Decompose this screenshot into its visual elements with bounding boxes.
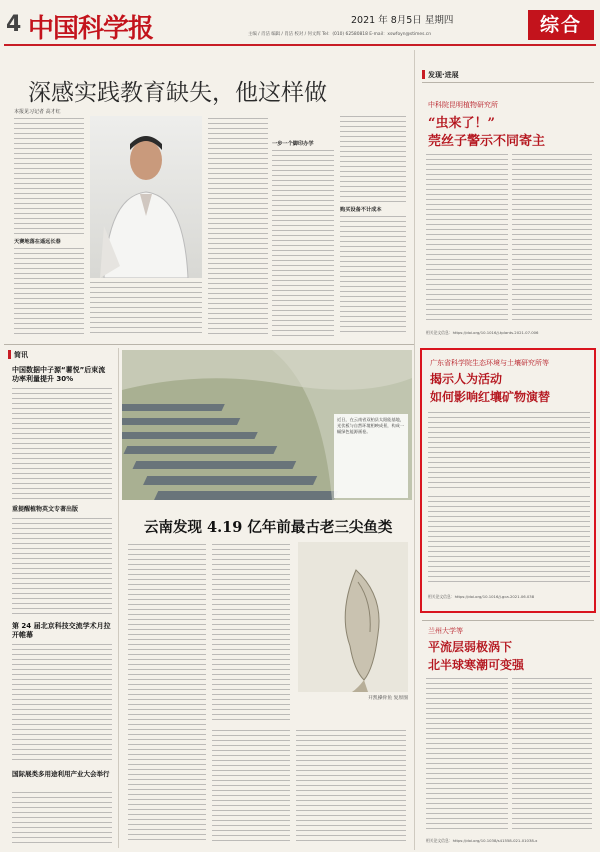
briefs-marker xyxy=(8,350,11,359)
lead-subhead-3: 购买设备不计成本 xyxy=(340,207,382,213)
right-top-credit: 相关论文信息：https://doi.org/10.1016/j.tplants.2021.07.006 xyxy=(426,330,539,335)
rule-briefs xyxy=(118,348,119,848)
right-top-headline-1: “虫来了！” xyxy=(428,116,495,131)
boxed-credit: 相关论文信息：https://doi.org/10.1016/j.gca.2021.06.038 xyxy=(428,594,535,599)
right-top-headline-2: 莞丝子警示不同寄主 xyxy=(428,134,546,149)
right-bottom-text-1 xyxy=(426,678,508,832)
brief-title-3: 第 24 届北京科技交流学术月拉开帷幕 xyxy=(12,622,111,639)
lead-subhead-1: 天赛地落在遥远长春 xyxy=(14,239,61,245)
section-label: 综合 xyxy=(528,10,594,40)
briefs-column xyxy=(4,346,114,850)
fossil-text-3 xyxy=(212,730,290,844)
right-bottom-rule xyxy=(422,620,594,621)
right-top-text-1 xyxy=(426,154,508,324)
right-top-org: 中科院昆明植物研究所 xyxy=(428,101,498,109)
masthead-rule xyxy=(4,44,596,46)
fossil-illustration xyxy=(298,542,408,692)
lead-text-col-1b xyxy=(14,248,84,336)
brief-text-1 xyxy=(12,388,112,500)
lead-byline: 本报见习记者 高才红 xyxy=(14,109,61,115)
boxed-headline-1: 揭示人为活动 xyxy=(430,372,503,386)
discovery-marker xyxy=(422,70,425,79)
brief-text-2 xyxy=(12,518,112,616)
lead-headline: 深感实践教育缺失，他这样做 xyxy=(28,80,327,106)
brief-text-3 xyxy=(12,644,112,762)
highlighted-article-box xyxy=(420,348,596,613)
discovery-rule xyxy=(422,82,594,83)
right-bottom-org: 兰州大学等 xyxy=(428,627,463,635)
contact-line: 主编 / 肖洁 编辑 / 肖洁 校对 / 何文辉 Tel：(010) 62580818 E-mail：xswfoyn@stimes.cn xyxy=(248,32,431,37)
right-top-article xyxy=(418,50,596,348)
lead-text-col-5 xyxy=(340,116,406,202)
brief-title-4: 国际展类多用途利用产业大会举行 xyxy=(12,770,110,778)
rule-under-lead xyxy=(4,344,414,345)
boxed-text-2 xyxy=(428,496,590,586)
lead-subhead-2: 一步一个脚印办学 xyxy=(272,141,314,147)
lead-text-col-2 xyxy=(90,282,202,336)
right-bottom-credit: 相关论文信息：https://doi.org/10.1038/s41558-021-01038-x xyxy=(426,838,538,843)
paper-logo: 中国科学报 xyxy=(28,14,154,44)
discovery-label: 发现·进展 xyxy=(428,71,459,79)
issue-date: 2021 年 8月5日 星期四 xyxy=(351,15,454,26)
right-bottom-text-2 xyxy=(512,678,592,832)
page-number: 4 xyxy=(6,12,22,37)
portrait-photo xyxy=(90,116,202,278)
brief-title-1: 中国数据中子源“薯悦”后束流功率利量提升 30% xyxy=(12,366,106,383)
lead-text-col-6 xyxy=(340,216,406,336)
rule-right-column xyxy=(414,50,415,850)
fossil-text-1 xyxy=(128,544,206,844)
lead-text-col-3 xyxy=(208,118,268,336)
right-bottom-article xyxy=(418,616,596,850)
lead-article xyxy=(4,50,412,342)
right-bottom-headline-1: 平流层弱极涡下 xyxy=(428,640,513,654)
fossil-text-2 xyxy=(212,544,290,724)
boxed-text-1 xyxy=(428,412,590,490)
boxed-headline-2: 如何影响红壤矿物演替 xyxy=(430,390,551,404)
solar-farm-photo xyxy=(122,350,412,500)
page-masthead xyxy=(0,0,600,48)
right-bottom-headline-2: 北半球寒潮可变强 xyxy=(428,658,525,672)
lead-text-col-1 xyxy=(14,118,84,234)
right-top-text-2 xyxy=(512,154,592,324)
fossil-article xyxy=(122,504,412,850)
fossil-caption: 开凯操骨鱼 复原图 xyxy=(368,696,408,701)
fossil-text-4 xyxy=(296,730,406,844)
lead-text-col-4 xyxy=(272,150,334,336)
boxed-org: 广东省科学院生态环境与土壤研究所等 xyxy=(430,359,549,367)
briefs-label: 简讯 xyxy=(14,351,28,359)
brief-text-4 xyxy=(12,792,112,846)
solar-photo-caption: 近日，在云南省双柏县太阳能基地，光伏板与自然环境相映成景，构成一幅绿色能源画卷。 xyxy=(334,414,408,498)
brief-title-2: 重提醒植物英文专著出版 xyxy=(12,506,79,513)
fossil-headline: 云南发现 4.19 亿年前最古老三尖鱼类 xyxy=(144,519,393,536)
